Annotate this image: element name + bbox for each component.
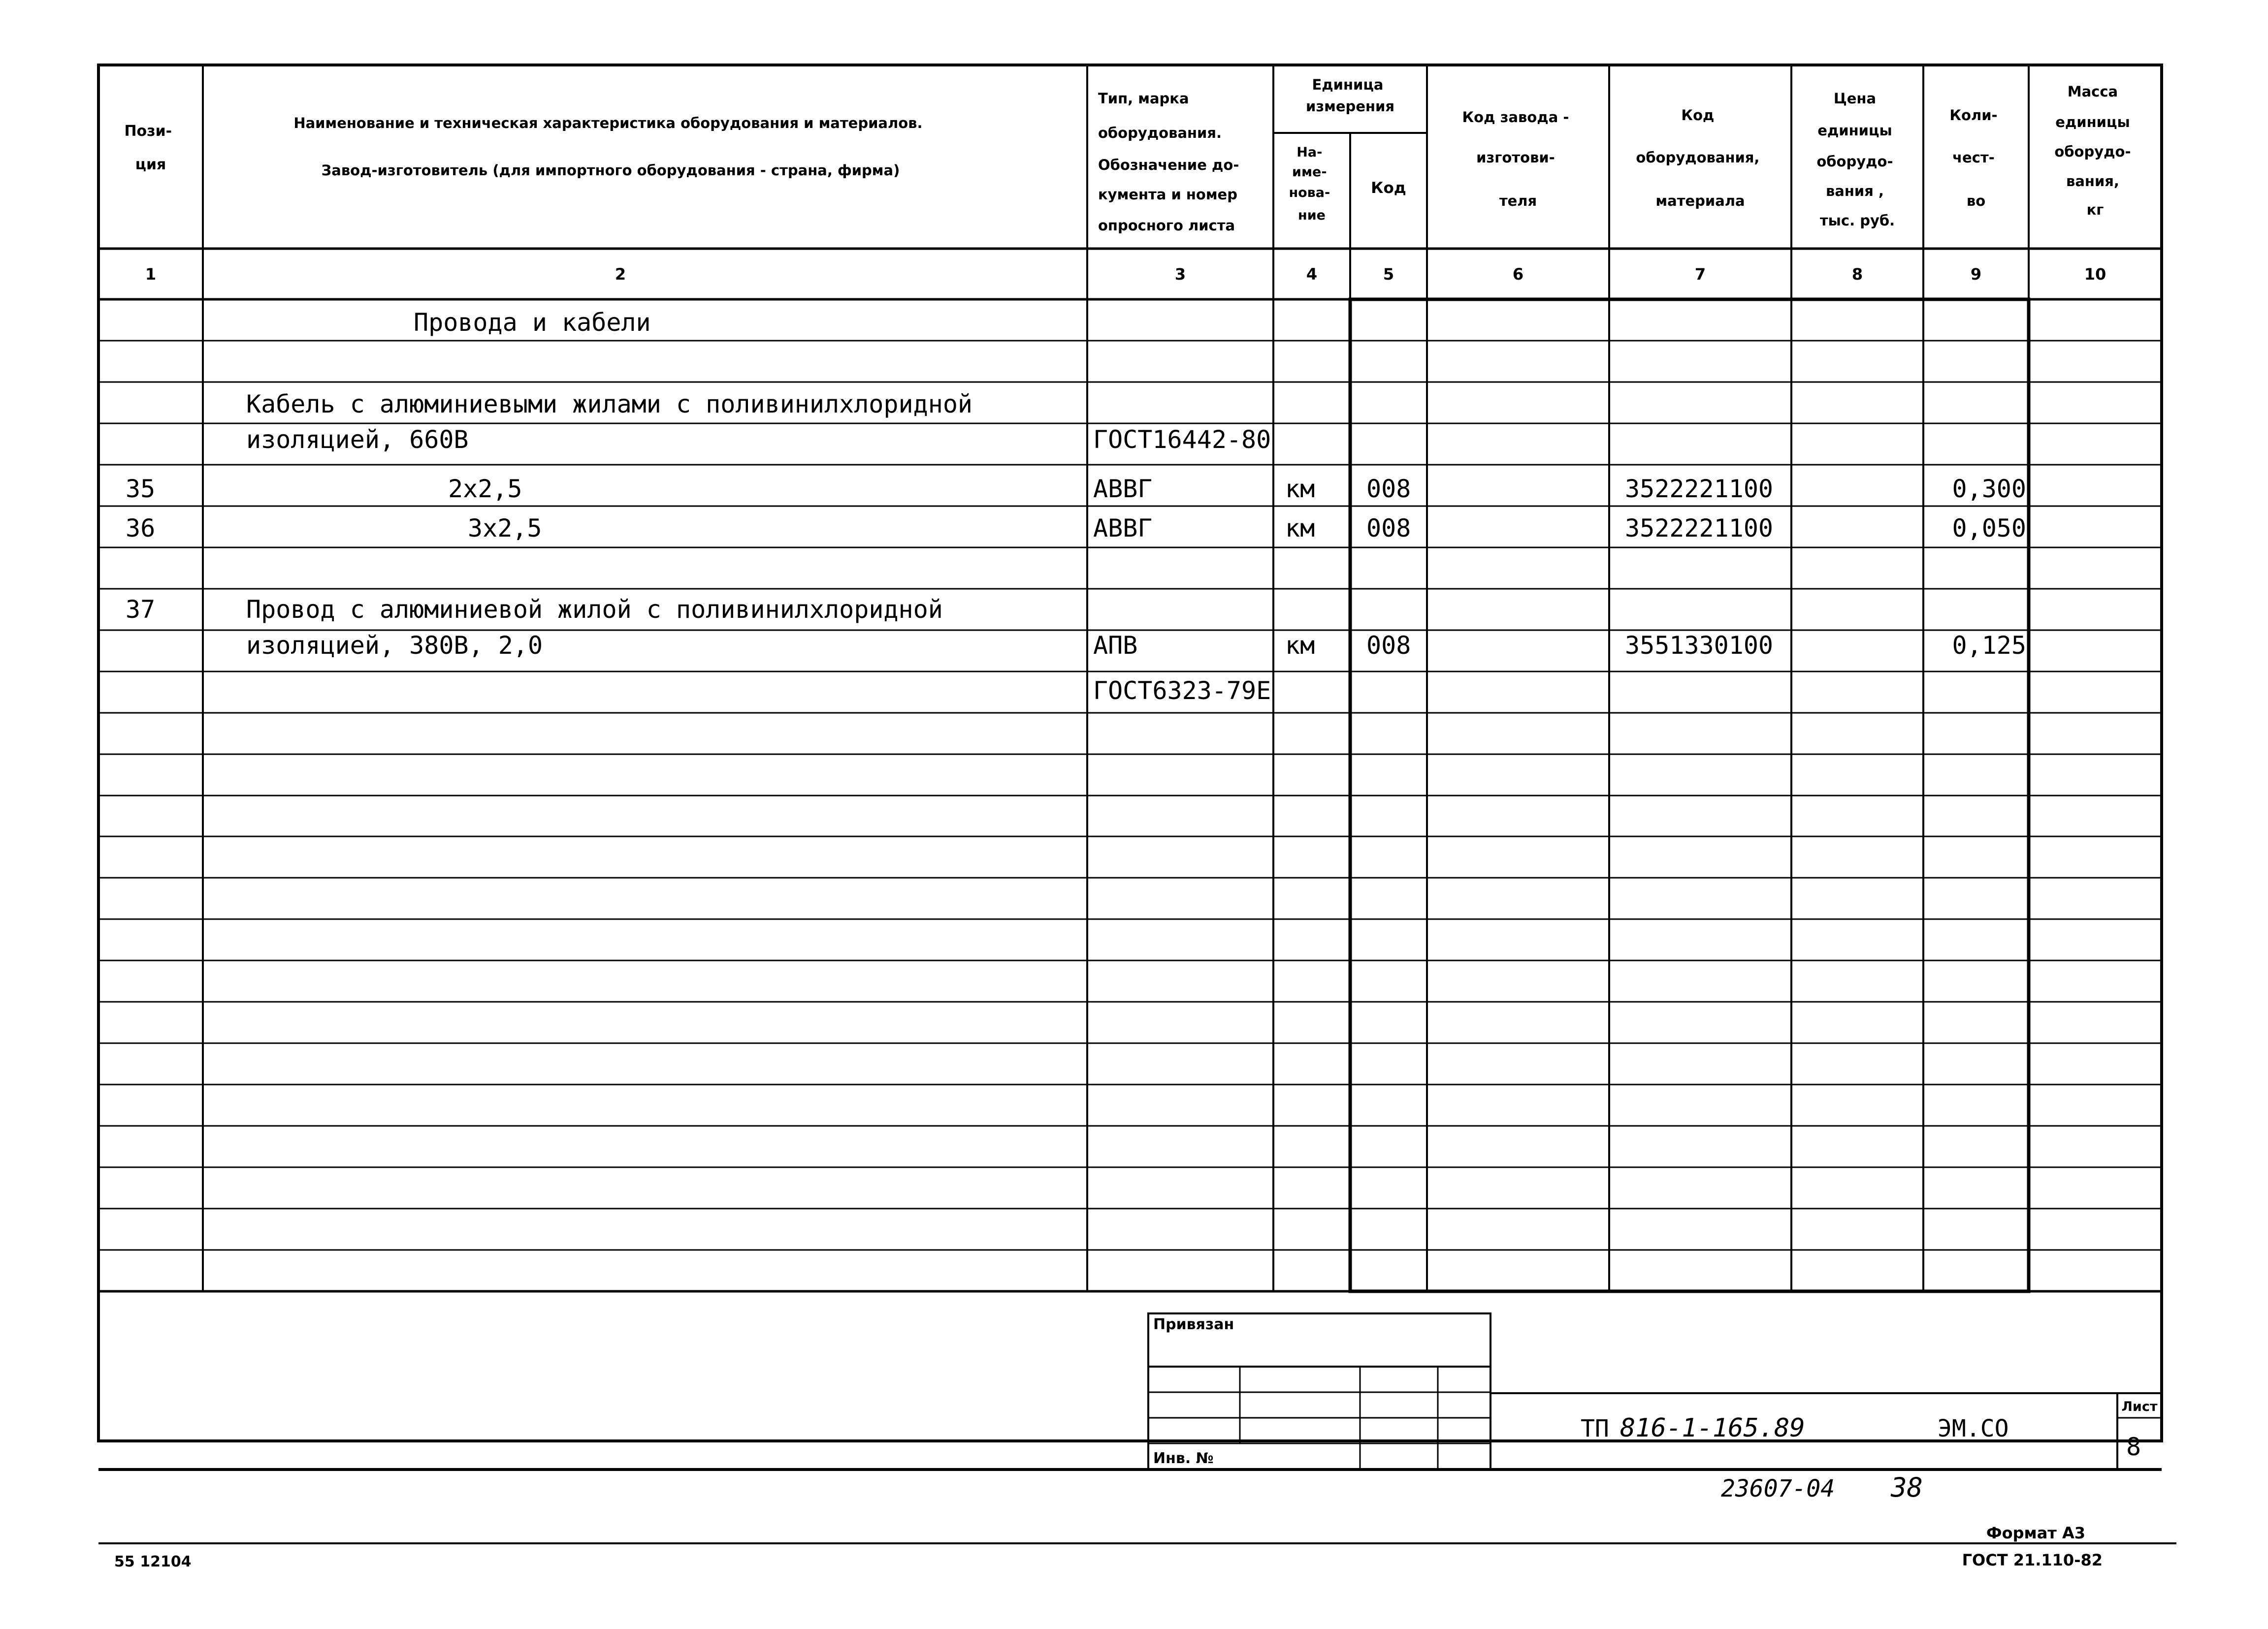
cell-qty: 0,125 [1952, 631, 2026, 660]
table-row [246, 425, 1271, 454]
cell-qty: 0,050 [1952, 514, 2026, 543]
footer-standard: ГОСТ 21.110-82 [1962, 1551, 2103, 1569]
table-header [124, 76, 2136, 234]
colnum-4: 4 [1306, 265, 1318, 284]
header-col4: На- име- нова- ние [1289, 145, 1330, 223]
format-label: Формат А3 [1986, 1524, 2085, 1542]
colnum-2: 2 [615, 265, 626, 284]
cell-name: изоляцией, 380В, 2,0 [246, 631, 543, 660]
cell-type: АПВ [1093, 631, 1138, 660]
cell-code: 3522221100 [1625, 514, 1774, 543]
cell-name: Кабель с алюминиевыми жилами с поливинилхлоридной [246, 390, 973, 418]
cell-unit-code: 008 [1366, 631, 1411, 660]
cell-code: 3551330100 [1625, 631, 1774, 660]
header-unit: Единица измерения [1306, 76, 1394, 115]
cell-type: АВВГ [1093, 514, 1153, 543]
header-col9: Коли- чест- во [1949, 107, 1998, 209]
table-row [246, 390, 972, 418]
cell-unit: км [1285, 514, 1315, 543]
header-col1: Пози- ция [124, 123, 172, 173]
header-col2: Наименование и техническая характеристика оборудования и материалов. Завод-изготовитель (для импортного оборудования - страна, фирма) [293, 115, 923, 179]
header-col7: Код оборудования, материала [1636, 107, 1760, 209]
header-col6: Код завода - изготови- теля [1462, 109, 1569, 209]
table-row [414, 308, 651, 337]
cell-name: Провода и кабели [414, 308, 651, 337]
cell-unit-code: 008 [1366, 514, 1411, 543]
colnum-3: 3 [1174, 265, 1186, 284]
cell-pos: 37 [126, 595, 156, 624]
cell-qty: 0,300 [1952, 475, 2026, 503]
header-col10: Масса единицы оборудо- вания, кг [2054, 83, 2131, 218]
cell-code: 3522221100 [1625, 475, 1774, 503]
table-row [1093, 676, 1271, 705]
colnum-5: 5 [1383, 265, 1394, 284]
hand-note-number: 23607-04 [1721, 1475, 1835, 1502]
doc-number: 816-1-165.89 [1620, 1413, 1805, 1443]
column-numbers [145, 265, 2106, 284]
colnum-6: 6 [1512, 265, 1524, 284]
header-col8: Цена единицы оборудо- вания , тыс. руб. [1816, 90, 1895, 229]
hand-note-page: 38 [1891, 1472, 1923, 1503]
cell-type: АВВГ [1093, 475, 1153, 503]
cell-name: 2х2,5 [448, 475, 522, 503]
colnum-9: 9 [1970, 265, 1982, 284]
doc-code: ЭМ.СО [1938, 1415, 2009, 1442]
cell-name: изоляцией, 660В [246, 425, 469, 454]
cell-unit-code: 008 [1366, 475, 1411, 503]
colnum-7: 7 [1694, 265, 1706, 284]
doc-number-prefix: ТП [1581, 1415, 1609, 1442]
title-block [98, 1313, 2162, 1469]
stamp-inv-number: Инв. № [1153, 1450, 1214, 1467]
table-row [246, 631, 2026, 660]
table-row [126, 475, 2026, 503]
table-row [126, 514, 2026, 543]
colnum-1: 1 [145, 265, 157, 284]
sheet-label: Лист [2121, 1399, 2158, 1414]
cell-name: 3х2,5 [468, 514, 542, 543]
footer-left-code: 55 12104 [114, 1553, 192, 1570]
stamp-privyazan: Привязан [1153, 1316, 1234, 1333]
cell-unit: км [1285, 631, 1315, 660]
colnum-8: 8 [1851, 265, 1863, 284]
page-footer [98, 1524, 2176, 1570]
cell-pos: 36 [126, 514, 156, 543]
sheet-number: 8 [2126, 1433, 2141, 1461]
cell-type: ГОСТ6323-79Е [1093, 676, 1271, 705]
cell-pos: 35 [126, 475, 156, 503]
cell-name: Провод с алюминиевой жилой с поливинилхлоридной [246, 595, 943, 624]
colnum-10: 10 [2084, 265, 2106, 284]
header-col5: Код [1371, 179, 1406, 197]
cell-type: ГОСТ16442-80 [1093, 425, 1271, 454]
cell-unit: км [1285, 475, 1315, 503]
table-row [126, 595, 943, 624]
header-col3: Тип, марка оборудования. Обозначение до- кумента и номер опросного листа [1098, 90, 1239, 234]
